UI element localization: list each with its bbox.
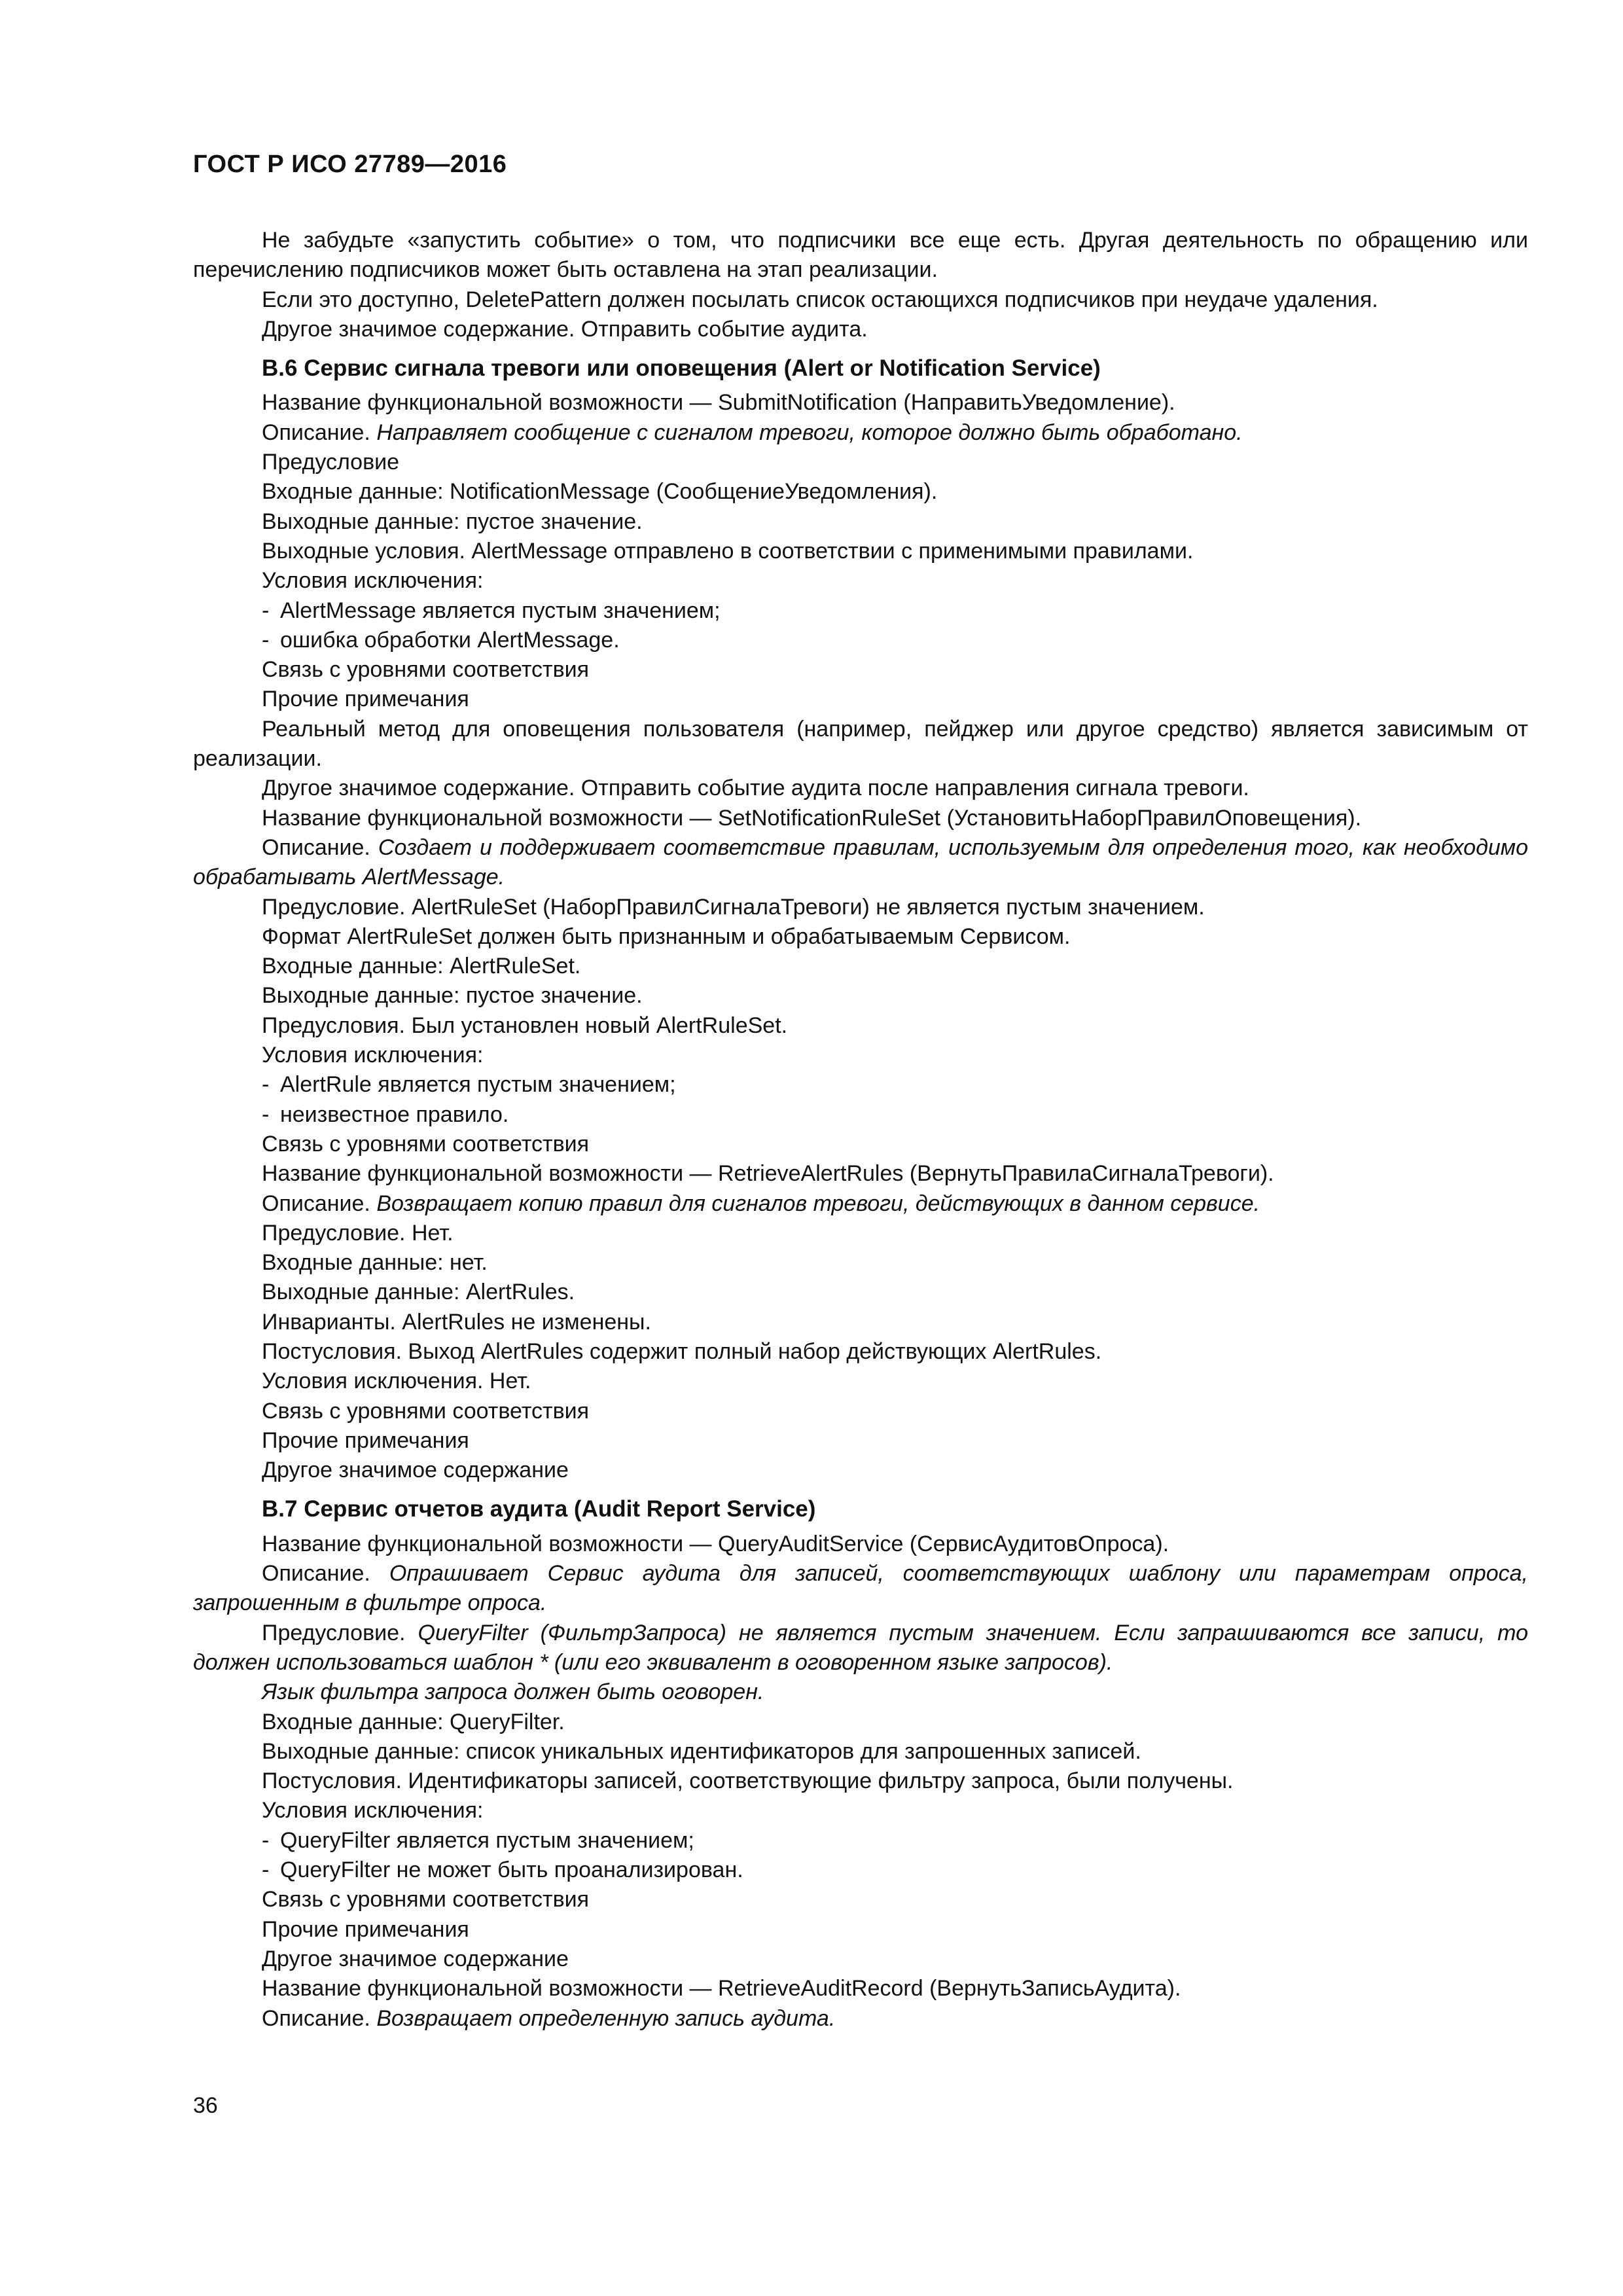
- paragraph: [193, 1559, 1528, 1619]
- paragraph: [193, 2004, 1528, 2034]
- paragraph: Условия исключения:: [262, 1798, 484, 1823]
- paragraph: Прочие примечания: [262, 687, 469, 712]
- paragraph: Инварианты. AlertRules не изменены.: [262, 1309, 651, 1335]
- list-bullet: -: [262, 1072, 270, 1098]
- paragraph: Если это доступно, DeletePattern должен посылать список остающихся подписчиков при неудаче удаления.: [262, 287, 1378, 312]
- paragraph-lead: Описание.: [262, 2005, 377, 2031]
- section-heading: В.6 Сервис сигнала тревоги или оповещения (Alert or Notification Service): [262, 355, 1101, 382]
- paragraph: Выходные данные: пустое значение.: [262, 509, 643, 534]
- paragraph: Условия исключения. Нет.: [262, 1369, 531, 1394]
- paragraph: [193, 418, 1528, 448]
- paragraph-lead: Описание.: [262, 420, 377, 445]
- list-bullet: -: [262, 1827, 270, 1853]
- paragraph-lead: Описание.: [262, 1191, 377, 1216]
- paragraph-italic: Возвращает определенную запись аудита.: [376, 2005, 836, 2031]
- list-item-text: QueryFilter не может быть проанализирован.: [280, 1857, 743, 1883]
- list-item-text: AlertRule является пустым значением;: [280, 1072, 676, 1098]
- paragraph: Название функциональной возможности — SetNotificationRuleSet (УстановитьНаборПравилОповещения).: [262, 805, 1362, 831]
- paragraph: Другое значимое содержание. Отправить событие аудита после направления сигнала тревоги.: [262, 776, 1249, 801]
- paragraph: Другое значимое содержание: [262, 1946, 569, 1971]
- paragraph: Входные данные: QueryFilter.: [262, 1709, 565, 1734]
- list-bullet: -: [262, 1857, 270, 1883]
- paragraph: Прочие примечания: [262, 1916, 469, 1942]
- paragraph-italic: Возвращает копию правил для сигналов тревоги, действующих в данном сервисе.: [376, 1191, 1260, 1216]
- list-item-text: AlertMessage является пустым значением;: [280, 598, 721, 623]
- paragraph: Язык фильтра запроса должен быть оговорен.: [262, 1679, 764, 1705]
- paragraph: Другое значимое содержание. Отправить событие аудита.: [262, 316, 868, 342]
- paragraph: Реальный метод для оповещения пользователя (например, пейджер или другое средство) является зависимым от реализации.: [193, 716, 1528, 772]
- list-item-text: неизвестное правило.: [280, 1102, 509, 1127]
- paragraph: [193, 833, 1528, 893]
- list-item: [262, 1070, 1528, 1100]
- list-bullet: -: [262, 598, 270, 623]
- paragraph: Входные данные: нет.: [262, 1250, 488, 1276]
- paragraph: Не забудьте «запустить событие» о том, что подписчики все еще есть. Другая деятельность по обращению или перечислению подписчиков может быть оставлена на этап реализации.: [193, 228, 1528, 283]
- paragraph: Название функциональной возможности — RetrieveAlertRules (ВернутьПравилаСигналаТревоги).: [262, 1161, 1274, 1187]
- paragraph: Предусловия. Был установлен новый AlertRuleSet.: [262, 1013, 788, 1038]
- paragraph: Прочие примечания: [262, 1427, 469, 1453]
- list-bullet: -: [262, 627, 270, 653]
- paragraph: Выходные данные: AlertRules.: [262, 1280, 575, 1305]
- paragraph: Входные данные: AlertRuleSet.: [262, 954, 581, 979]
- paragraph-lead: Описание.: [262, 834, 378, 860]
- paragraph: Входные данные: NotificationMessage (СообщениеУведомления).: [262, 479, 938, 505]
- page-number: 36: [193, 2093, 218, 2118]
- section-heading: В.7 Сервис отчетов аудита (Audit Report Service): [262, 1496, 816, 1522]
- paragraph-italic: Создает и поддерживает соответствие правилам, используемым для определения того, как необходимо обрабатывать AlertMessage.: [193, 834, 1528, 890]
- paragraph: Предусловие. AlertRuleSet (НаборПравилСигналаТревоги) не является пустым значением.: [262, 894, 1205, 920]
- paragraph: Выходные данные: пустое значение.: [262, 983, 643, 1009]
- list-item: [262, 1100, 1528, 1130]
- paragraph-italic: QueryFilter (ФильтрЗапроса) не является пустым значением. Если запрашиваются все записи, то должен использоваться шаблон * (или его эквивалент в оговоренном языке запросов).: [193, 1620, 1529, 1675]
- paragraph: [193, 1619, 1528, 1678]
- paragraph: Название функциональной возможности — RetrieveAuditRecord (ВернутьЗаписьАудита).: [262, 1976, 1181, 2001]
- paragraph: Связь с уровнями соответствия: [262, 1887, 590, 1912]
- paragraph: Выходные данные: список уникальных идентификаторов для запрошенных записей.: [262, 1738, 1141, 1764]
- paragraph: Условия исключения:: [262, 568, 484, 594]
- list-item-text: QueryFilter является пустым значением;: [280, 1827, 694, 1853]
- paragraph: Предусловие. Нет.: [262, 1220, 454, 1246]
- list-item: [262, 626, 1528, 655]
- document-header: ГОСТ Р ИСО 27789—2016: [193, 151, 507, 178]
- paragraph-italic: Опрашивает Сервис аудита для записей, соответствующих шаблону или параметрам опроса, запрошенным в фильтре опроса.: [193, 1561, 1528, 1616]
- paragraph: [193, 1189, 1528, 1219]
- paragraph: Название функциональной возможности — QueryAuditService (СервисАудитовОпроса).: [262, 1531, 1169, 1556]
- paragraph: Условия исключения:: [262, 1043, 484, 1068]
- paragraph: Связь с уровнями соответствия: [262, 657, 590, 683]
- paragraph-italic: Направляет сообщение с сигналом тревоги, которое должно быть обработано.: [376, 420, 1243, 445]
- list-bullet: -: [262, 1102, 270, 1127]
- paragraph: Постусловия. Выход AlertRules содержит полный набор действующих AlertRules.: [262, 1338, 1102, 1364]
- paragraph: Постусловия. Идентификаторы записей, соответствующие фильтру запроса, были получены.: [262, 1768, 1234, 1794]
- list-item: [262, 1856, 1528, 1885]
- paragraph: Предусловие: [262, 450, 400, 475]
- paragraph: Название функциональной возможности — SubmitNotification (НаправитьУведомление).: [262, 390, 1175, 416]
- list-item: [262, 596, 1528, 626]
- paragraph: Связь с уровнями соответствия: [262, 1398, 590, 1424]
- document-body: [193, 226, 1528, 2034]
- list-item-text: ошибка обработки AlertMessage.: [280, 627, 620, 653]
- paragraph-lead: Описание.: [262, 1561, 389, 1587]
- paragraph: Другое значимое содержание: [262, 1458, 569, 1483]
- list-item: [262, 1826, 1528, 1856]
- paragraph-lead: Предусловие.: [262, 1620, 418, 1645]
- paragraph: Формат AlertRuleSet должен быть признанным и обрабатываемым Сервисом.: [262, 924, 1071, 949]
- paragraph: Выходные условия. AlertMessage отправлено в соответствии с применимыми правилами.: [262, 538, 1194, 564]
- paragraph: Связь с уровнями соответствия: [262, 1131, 590, 1157]
